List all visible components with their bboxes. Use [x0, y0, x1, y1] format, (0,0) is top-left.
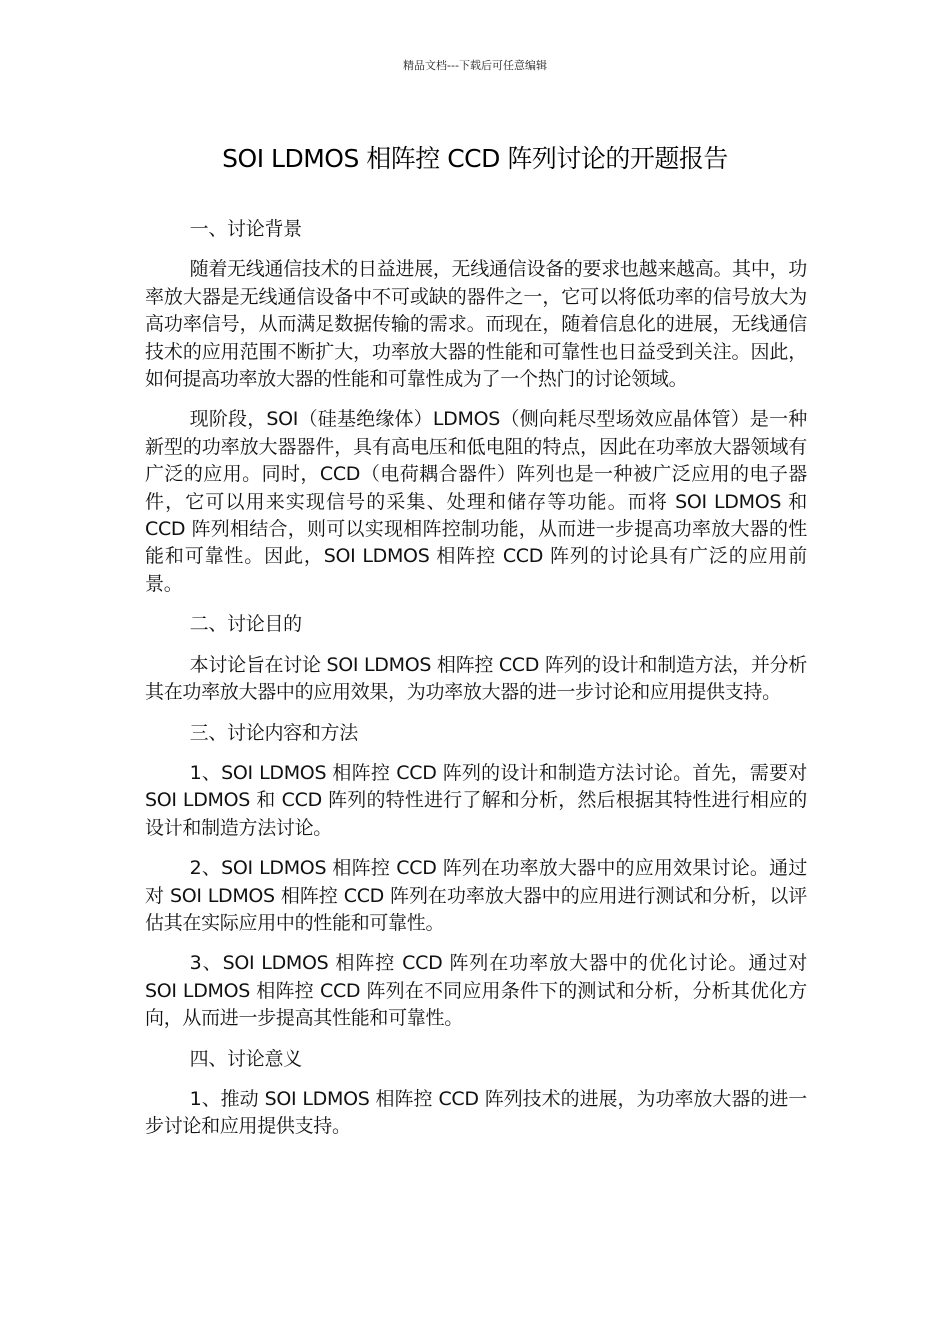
section-heading: 四、讨论意义: [189, 1047, 302, 1070]
paragraph: 3、SOI LDMOS 相阵控 CCD 阵列在功率放大器中的优化讨论。通过对 SOI LDMOS 相阵控 CCD 阵列在不同应用条件下的测试和分析，分析其优化方向，从而进一步提高其性能和可靠性。: [145, 952, 807, 1030]
page-header: 精品文档---下载后可任意编辑: [403, 59, 547, 72]
paragraph: 1、推动 SOI LDMOS 相阵控 CCD 阵列技术的进展，为功率放大器的进一步讨论和应用提供支持。: [145, 1087, 807, 1138]
section-heading: 三、讨论内容和方法: [189, 721, 358, 744]
document-title: SOI LDMOS 相阵控 CCD 阵列讨论的开题报告: [222, 144, 728, 173]
paragraph: 2、SOI LDMOS 相阵控 CCD 阵列在功率放大器中的应用效果讨论。通过对 SOI LDMOS 相阵控 CCD 阵列在功率放大器中的应用进行测试和分析，以评估其在实际应用中的性能和可靠性。: [145, 857, 807, 934]
paragraph: 本讨论旨在讨论 SOI LDMOS 相阵控 CCD 阵列的设计和制造方法，并分析其在功率放大器中的应用效果，为功率放大器的进一步讨论和应用提供支持。: [145, 653, 807, 704]
section-heading: 二、讨论目的: [189, 613, 302, 636]
paragraph: 现阶段，SOI（硅基绝缘体）LDMOS（侧向耗尽型场效应晶体管）是一种新型的功率放大器器件，具有高电压和低电阻的特点，因此在功率放大器领域有广泛的应用。同时，CCD（电荷耦合器件）阵列也是一种被广泛应用的电子器件，它可以用来实现信号的采集、处理和储存等功能。而将 SOI LDMOS 和 CCD 阵列相结合，则可以实现相阵控制功能，从而进一步提高功率放大器的性能和可靠性。因此，SOI LDMOS 相阵控 CCD 阵列的讨论具有广泛的应用前景。: [145, 408, 807, 595]
paragraph: 1、SOI LDMOS 相阵控 CCD 阵列的设计和制造方法讨论。首先，需要对 SOI LDMOS 和 CCD 阵列的特性进行了解和分析，然后根据其特性进行相应的设计和制造方法讨论。: [145, 761, 807, 839]
document-body: [145, 216, 807, 1154]
paragraph: 随着无线通信技术的日益进展，无线通信设备的要求也越来越高。其中，功率放大器是无线通信设备中不可或缺的器件之一，它可以将低功率的信号放大为高功率信号，从而满足数据传输的需求。而现在，随着信息化的进展，无线通信技术的应用范围不断扩大，功率放大器的性能和可靠性也日益受到关注。因此，如何提高功率放大器的性能和可靠性成为了一个热门的讨论领域。: [145, 258, 807, 391]
section-heading: 一、讨论背景: [189, 218, 302, 240]
